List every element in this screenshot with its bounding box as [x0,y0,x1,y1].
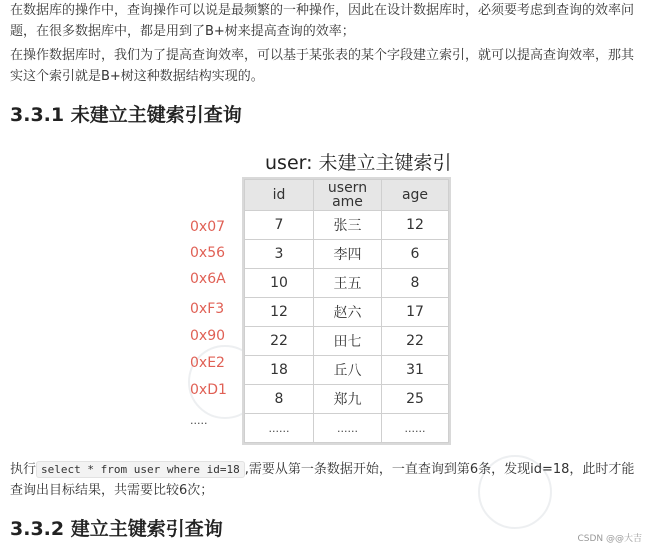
paragraph-text-after: ,需要从第一条数据开始，一直查询到第6条，发现id=18，此时才能查询出目标结果，共需要比较6次； [10,462,635,498]
row-address: ..... [190,414,208,427]
table-row [245,298,449,327]
paragraph-text-before: 执行 [10,462,37,477]
section-heading-3-3-1: 3.3.1 未建立主键索引查询 [10,104,242,126]
column-header-age: age [382,180,449,211]
cell-id: ...... [245,414,314,443]
row-address: 0x6A [190,271,226,287]
cell-username: 王五 [314,269,382,298]
intro-paragraph-1: 在数据库的操作中，查询操作可以说是最频繁的一种操作，因此在设计数据库时，必须要考虑到查询的效率问题，在很多数据库中，都是用到了B+树来提高查询的效率； [10,3,635,39]
row-address: 0xE2 [190,355,225,371]
cell-age: 17 [382,298,449,327]
cell-age: 6 [382,240,449,269]
table-row [245,385,449,414]
user-table [244,179,449,443]
table-row [245,269,449,298]
sql-code-snippet: select * from user where id=18 [36,461,245,478]
cell-username: 田七 [314,327,382,356]
cell-age: 12 [382,211,449,240]
cell-username: 赵六 [314,298,382,327]
cell-username: 李四 [314,240,382,269]
section-heading-3-3-2: 3.3.2 建立主键索引查询 [10,518,223,540]
figure-title: user: 未建立主键索引 [265,152,452,174]
intro-paragraph-2: 在操作数据库时，我们为了提高查询效率，可以基于某张表的某个字段建立索引，就可以提高查询效率，那其实这个索引就是B+树这种数据结构实现的。 [10,48,635,84]
csdn-watermark: CSDN @@大吉 [577,534,642,544]
cell-age: 8 [382,269,449,298]
row-address: 0xF3 [190,301,225,317]
cell-age: 25 [382,385,449,414]
table-row [245,240,449,269]
column-header-username [314,180,382,211]
row-address: 0xD1 [190,382,227,398]
table-header-row [245,180,449,211]
cell-id: 18 [245,356,314,385]
cell-id: 22 [245,327,314,356]
row-address: 0x07 [190,219,226,235]
table-row [245,356,449,385]
row-address: 0x90 [190,328,226,344]
cell-age: 31 [382,356,449,385]
cell-username: 张三 [314,211,382,240]
cell-id: 12 [245,298,314,327]
column-header-id: id [245,180,314,211]
cell-id: 3 [245,240,314,269]
table-row [245,414,449,443]
cell-username: 郑九 [314,385,382,414]
table-row [245,211,449,240]
row-address: 0x56 [190,245,226,261]
table-row [245,327,449,356]
cell-username: ...... [314,414,382,443]
column-header-username-label: username [327,180,368,210]
cell-id: 7 [245,211,314,240]
query-explanation-paragraph [10,459,640,501]
cell-age: 22 [382,327,449,356]
cell-age: ...... [382,414,449,443]
cell-username: 丘八 [314,356,382,385]
cell-id: 10 [245,269,314,298]
cell-id: 8 [245,385,314,414]
